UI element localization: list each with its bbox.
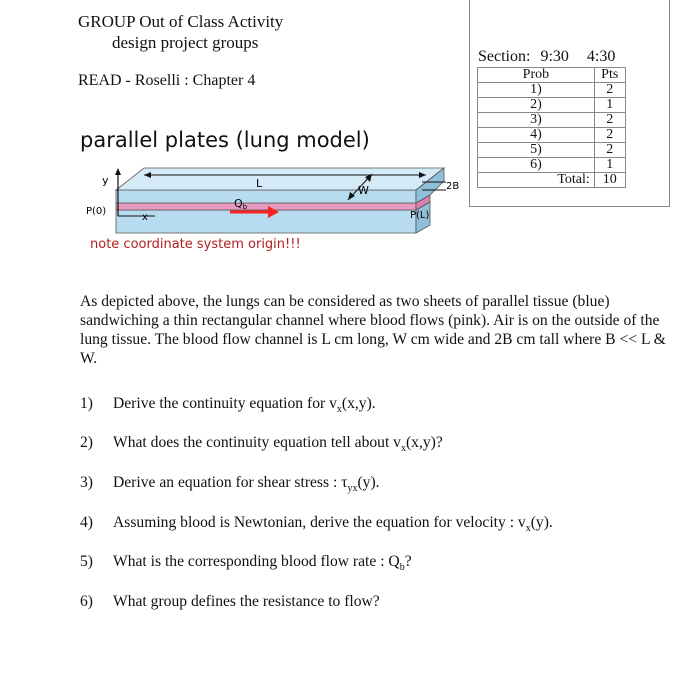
score-row <box>478 113 670 128</box>
section-label: Section: <box>478 48 531 65</box>
x-axis-label: x <box>142 212 148 223</box>
top-tissue-top <box>116 168 444 190</box>
inlet-pressure-label: P(0) <box>86 206 107 217</box>
total-value: 10 <box>594 173 625 188</box>
height-label: 2B <box>446 181 460 192</box>
score-row <box>478 158 670 173</box>
score-prob: 4) <box>478 128 595 143</box>
flow-label: Qb <box>234 197 248 211</box>
outlet-pressure-label: P(L) <box>410 210 430 221</box>
score-table <box>469 0 670 207</box>
score-row <box>478 143 670 158</box>
section-time-1: 9:30 <box>540 48 569 65</box>
score-pts: 2 <box>594 83 625 98</box>
question-6: 6) What group defines the resistance to flow? <box>80 593 380 610</box>
score-row <box>478 83 670 98</box>
score-prob: 6) <box>478 158 595 173</box>
y-axis-arrowhead <box>115 168 121 175</box>
section-time-2: 4:30 <box>586 48 616 65</box>
score-prob: 2) <box>478 98 595 113</box>
score-prob: 3) <box>478 113 595 128</box>
blood-channel-front <box>116 203 416 210</box>
reading-assignment: READ - Roselli : Chapter 4 <box>78 72 256 89</box>
score-prob: 1) <box>478 83 595 98</box>
question-1: 1) Derive the continuity equation for $v_x(x,y)$. <box>80 395 376 416</box>
score-pts: 1 <box>594 158 625 173</box>
score-grid <box>477 67 669 188</box>
question-2: 2) What does the continuity equation tell about $v_x(x,y)$? <box>80 434 443 455</box>
question-4: 4) Assuming blood is Newtonian, derive the equation for velocity : $v_x(y)$. <box>80 514 553 535</box>
coordinate-note: note coordinate system origin!!! <box>90 237 301 252</box>
problem-description: As depicted above, the lungs can be considered as two sheets of parallel tissue (blue) sandwiching a thin rectangular channel where blood flows (pink). Air is on the outside of the lung tissue. The blood flow channel is L cm long, W cm wide and 2B cm tall where B << L & W. <box>80 293 666 367</box>
score-prob: 5) <box>478 143 595 158</box>
total-label: Total: <box>478 173 595 188</box>
y-axis-label: y <box>102 174 109 187</box>
section-header <box>478 48 615 66</box>
question-3: 3) Derive an equation for shear stress : $\tau_{yx}(y)$. <box>80 474 380 495</box>
top-tissue-front <box>116 190 416 203</box>
score-pts: 2 <box>594 113 625 128</box>
activity-title: GROUP Out of Class Activity <box>78 12 284 31</box>
score-row <box>478 128 670 143</box>
pts-header: Pts <box>594 68 625 83</box>
figure-title: parallel plates (lung model) <box>80 128 370 152</box>
question-5: 5) What is the corresponding blood flow rate : $Q_b$? <box>80 553 412 574</box>
activity-subtitle: design project groups <box>112 33 259 52</box>
score-pts: 2 <box>594 128 625 143</box>
score-total-row <box>478 173 670 188</box>
score-pts: 1 <box>594 98 625 113</box>
width-label: W <box>358 184 369 197</box>
prob-header: Prob <box>478 68 595 83</box>
length-label: L <box>256 177 263 190</box>
score-pts: 2 <box>594 143 625 158</box>
score-row <box>478 98 670 113</box>
score-header-row <box>478 68 670 83</box>
